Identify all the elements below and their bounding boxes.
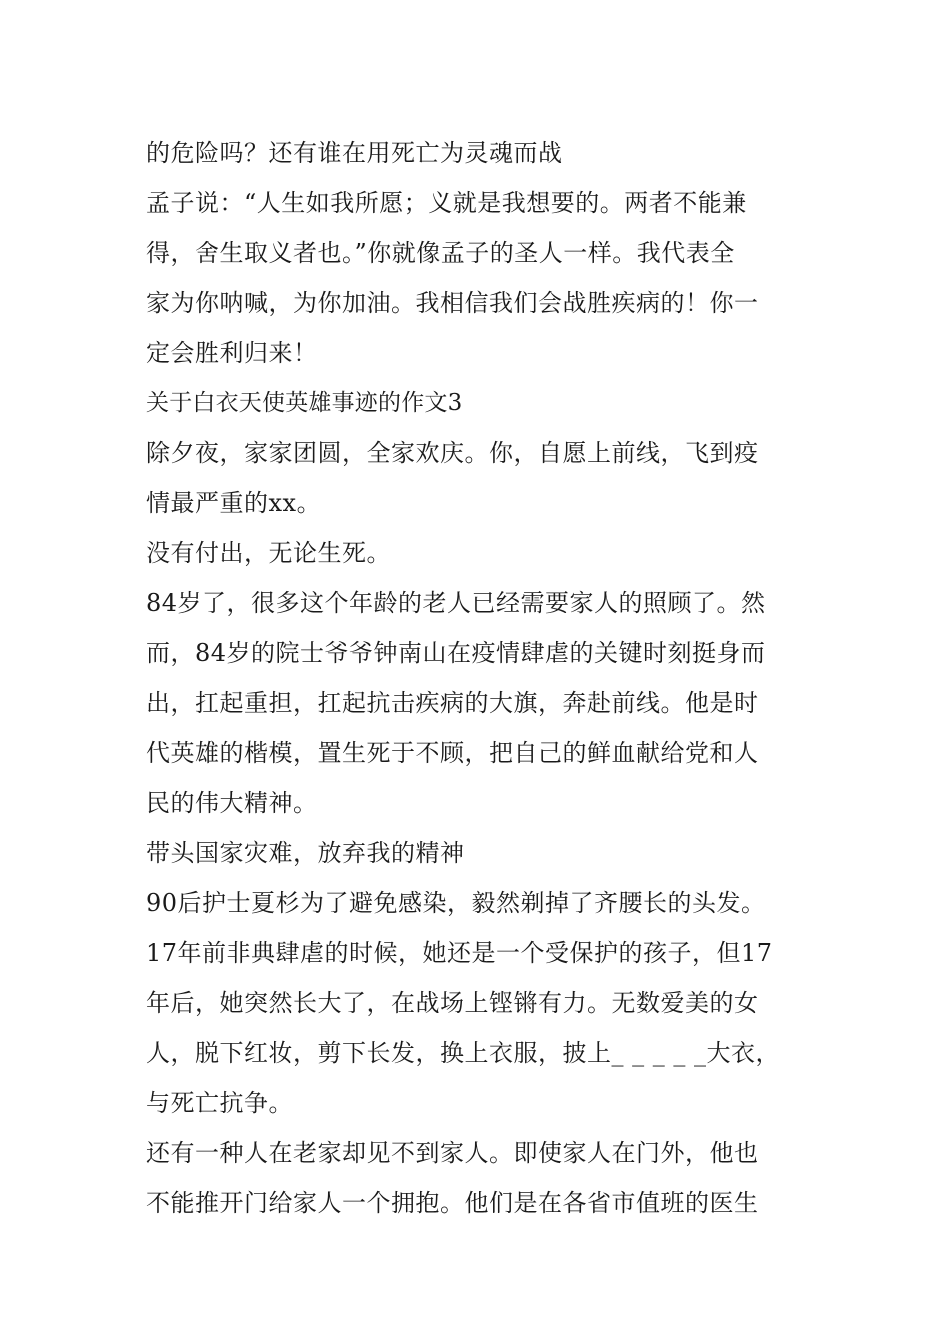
text-line: 带头国家灾难，放弃我的精神 bbox=[146, 839, 465, 867]
text-line: 定会胜利归来！ bbox=[146, 339, 318, 367]
text-line: 没有付出，无论生死。 bbox=[146, 539, 391, 567]
text-line: 除夕夜，家家团圆，全家欢庆。你，自愿上前线，飞到疫 bbox=[146, 439, 759, 467]
section-heading: 关于白衣天使英雄事迹的作文3 bbox=[146, 390, 463, 416]
text-line: 90后护士夏杉为了避免感染，毅然剃掉了齐腰长的头发。 bbox=[146, 889, 766, 917]
text-line: 84岁了，很多这个年龄的老人已经需要家人的照顾了。然 bbox=[146, 589, 766, 617]
text-line: 年后，她突然长大了，在战场上铿锵有力。无数爱美的女 bbox=[146, 989, 759, 1017]
text-line: 还有一种人在老家却见不到家人。即使家人在门外，他也 bbox=[146, 1139, 759, 1167]
text-line: 代英雄的楷模，置生死于不顾，把自己的鲜血献给党和人 bbox=[146, 739, 759, 767]
text-line: 的危险吗？还有谁在用死亡为灵魂而战 bbox=[146, 139, 563, 167]
text-line: 得，舍生取义者也。”你就像孟子的圣人一样。我代表全 bbox=[146, 239, 735, 267]
text-line: 情最严重的xx。 bbox=[146, 489, 322, 517]
text-line: 不能推开门给家人一个拥抱。他们是在各省市值班的医生 bbox=[146, 1189, 759, 1217]
text-line: 出，扛起重担，扛起抗击疾病的大旗，奔赴前线。他是时 bbox=[146, 689, 759, 717]
text-line: 孟子说：“人生如我所愿；义就是我想要的。两者不能兼 bbox=[146, 189, 747, 217]
text-line: 而，84岁的院士爷爷钟南山在疫情肆虐的关键时刻挺身而 bbox=[146, 639, 766, 667]
document-body bbox=[146, 128, 826, 1228]
text-line: 人，脱下红妆，剪下长发，换上衣服，披上_ _ _ _ _大衣， bbox=[146, 1039, 781, 1067]
text-line: 民的伟大精神。 bbox=[146, 789, 318, 817]
text-line: 家为你呐喊，为你加油。我相信我们会战胜疾病的！你一 bbox=[146, 289, 759, 317]
text-line: 17年前非典肆虐的时候，她还是一个受保护的孩子，但17 bbox=[146, 939, 773, 967]
text-line: 与死亡抗争。 bbox=[146, 1089, 293, 1117]
